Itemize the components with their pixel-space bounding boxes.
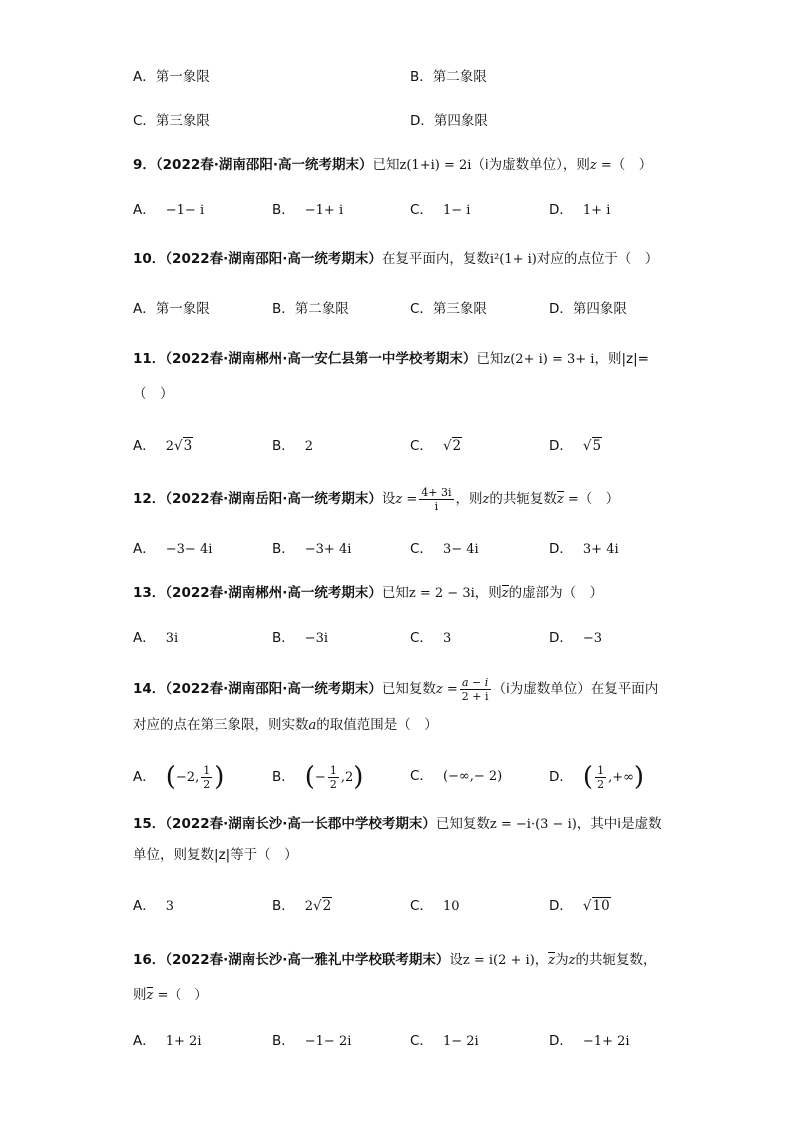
radicand: 10: [592, 898, 610, 914]
stem-text: 的共轭复数: [489, 491, 557, 507]
option-value: −3− 4i: [165, 542, 213, 557]
q16-stem: [133, 951, 657, 970]
q16-stem-line2: [133, 986, 207, 1005]
right-paren: ): [214, 762, 225, 792]
q14-option-b: [272, 762, 363, 793]
q11-option-d: [549, 436, 602, 456]
option-letter: A．: [133, 1033, 156, 1049]
option-value: −3+ 4i: [304, 542, 352, 557]
stem-text: （ ）: [611, 157, 653, 173]
q9-option-c: [410, 200, 470, 221]
denominator: 2 + i: [461, 689, 489, 703]
q15-option-c: [410, 896, 459, 917]
conjugate-z: z: [548, 953, 556, 968]
option-letter: C．: [410, 898, 433, 914]
numerator: a − i: [460, 676, 491, 690]
option-letter: D．: [549, 1033, 573, 1049]
option-letter: C．: [410, 541, 433, 557]
question-number: 11．: [133, 351, 166, 367]
stem-text: ，则: [455, 491, 483, 507]
option-value: 1− i: [442, 203, 471, 218]
option-value: −1− i: [165, 203, 205, 218]
option-value: 3− 4i: [442, 542, 479, 557]
math-expression: z(2+ i) = 3+ i: [503, 352, 595, 367]
option-value: 3: [165, 899, 175, 914]
stem-text: 已知复数: [435, 816, 490, 832]
math-expression: z(1+i) = 2i: [399, 158, 472, 173]
sqrt: √3: [174, 438, 193, 454]
q14-option-d: [549, 762, 644, 793]
q11-stem: [133, 350, 649, 369]
radicand: 2: [452, 438, 462, 454]
question-number: 14．: [133, 681, 166, 697]
q8-option-c: C．第三象限: [133, 113, 210, 129]
q15-option-b: [272, 896, 332, 917]
q14-stem: [133, 672, 658, 707]
q11-option-b: [272, 436, 313, 457]
option-value: ,2: [340, 770, 354, 785]
option-value: 1+ 2i: [165, 1034, 202, 1049]
option-letter: C．: [410, 768, 433, 784]
numerator: 4+ 3i: [421, 485, 452, 499]
q12-option-a: [133, 539, 212, 560]
question-number: 15．: [133, 816, 166, 832]
q8-option-a: A．第一象限: [133, 69, 210, 85]
q8-option-b: B．第二象限: [410, 69, 487, 85]
left-paren: (: [582, 762, 594, 792]
fraction: [328, 764, 339, 791]
option-letter: D．: [549, 630, 573, 646]
question-source: （2022春·湖南邵阳·高一统考期末）: [155, 157, 373, 173]
q15-option-d: [549, 896, 611, 916]
option-value: −1− 2i: [304, 1034, 352, 1049]
option-letter: A．: [133, 769, 156, 785]
math-expression: i²(1+ i): [489, 252, 537, 267]
denominator: 2: [203, 777, 211, 791]
option-value: 10: [442, 899, 460, 914]
sqrt: √2: [313, 898, 332, 914]
q13-option-b: [272, 628, 328, 649]
option-letter: B．: [272, 630, 295, 646]
option-value: −1+ 2i: [582, 1034, 630, 1049]
stem-text: 的共轭复数，: [575, 952, 657, 968]
math-variable: a: [308, 718, 317, 733]
q12-option-d: [549, 539, 619, 560]
q13-stem: [133, 584, 603, 603]
option-letter: D．: [549, 769, 573, 785]
option-letter: C．: [410, 438, 433, 454]
q10-stem: [133, 250, 658, 269]
stem-text: 已知: [372, 157, 400, 173]
option-value: −3: [582, 631, 603, 646]
option-letter: A．: [133, 898, 156, 914]
q15-option-a: [133, 896, 174, 917]
conjugate-z: z: [556, 492, 564, 507]
option-letter: B．: [272, 769, 295, 785]
option-letter: D．: [549, 438, 573, 454]
option-letter: A．: [133, 541, 156, 557]
option-value: −: [314, 770, 326, 785]
math-expression: z = i(2 + i): [462, 953, 535, 968]
math-expression: z =: [435, 682, 458, 697]
fraction: [201, 764, 212, 791]
stem-text: 在复平面内，复数: [381, 251, 490, 267]
q13-option-c: [410, 628, 451, 649]
option-value: −1+ i: [304, 203, 344, 218]
sqrt: √2: [442, 438, 462, 454]
q11-stem-line2: （ ）: [133, 386, 174, 402]
q9-option-a: [133, 200, 204, 221]
sqrt: √10: [582, 898, 610, 914]
fraction: [595, 764, 606, 791]
question-number: 16．: [133, 952, 166, 968]
stem-text: ，则: [474, 585, 502, 601]
left-paren: (: [304, 762, 315, 792]
question-source: （2022春·湖南邵阳·高一统考期末）: [165, 251, 382, 267]
option-value: 2: [165, 439, 175, 454]
stem-text: 对应的点位于（ ）: [536, 251, 659, 267]
fraction: [460, 676, 491, 703]
stem-text: 对应的点在第三象限，则实数: [133, 717, 309, 733]
q14-option-c: [410, 766, 502, 787]
stem-text: ，则|z|=: [594, 351, 649, 367]
q15-stem: [133, 815, 662, 834]
question-source: （2022春·湖南郴州·高一统考期末）: [165, 585, 382, 601]
option-value: 3: [442, 631, 452, 646]
q16-option-b: [272, 1031, 351, 1052]
conjugate-z: z: [146, 988, 154, 1003]
numerator: 1: [329, 763, 337, 777]
q12-option-c: [410, 539, 479, 560]
option-letter: A．: [133, 630, 156, 646]
numerator: 1: [203, 763, 211, 777]
stem-text: （ ）: [578, 491, 620, 507]
conjugate-z: z: [501, 586, 509, 601]
question-number: 10．: [133, 251, 166, 267]
option-letter: B．: [272, 1033, 295, 1049]
option-value: 3+ 4i: [582, 542, 619, 557]
q16-option-c: [410, 1031, 479, 1052]
stem-text: 为: [555, 952, 569, 968]
option-letter: B．: [272, 898, 295, 914]
option-letter: A．: [133, 438, 156, 454]
question-source: （2022春·湖南邵阳·高一统考期末）: [165, 681, 382, 697]
math-expression: z = −i·(3 − i): [489, 817, 577, 832]
question-number: 13．: [133, 585, 166, 601]
q9-option-d: [549, 200, 610, 221]
option-value: −3i: [304, 631, 329, 646]
q13-option-a: [133, 628, 178, 649]
fraction: [419, 486, 453, 513]
q15-stem-line2: 单位，则复数|z|等于（ ）: [133, 847, 298, 863]
q13-option-d: [549, 628, 602, 649]
q10-option-c: C．第三象限: [410, 301, 487, 317]
option-letter: B．: [272, 541, 295, 557]
math-variable: z: [568, 953, 576, 968]
q11-option-a: [133, 436, 193, 457]
question-number: 12．: [133, 491, 166, 507]
math-expression: z =: [589, 158, 612, 173]
q9-option-b: [272, 200, 343, 221]
denominator: i: [434, 499, 439, 513]
option-value: ,+∞: [608, 770, 634, 785]
option-letter: C．: [410, 630, 433, 646]
q8-option-d: D．第四象限: [410, 113, 488, 129]
right-paren: ): [353, 762, 364, 792]
stem-text: 设: [449, 952, 463, 968]
q10-option-b: B．第二象限: [272, 301, 349, 317]
denominator: 2: [597, 777, 605, 791]
option-letter: D．: [549, 898, 573, 914]
numerator: 1: [597, 763, 605, 777]
denominator: 2: [329, 777, 337, 791]
q9-stem: [133, 156, 652, 175]
question-number: 9．: [133, 157, 156, 173]
stem-text: =（ ）: [153, 988, 208, 1003]
option-letter: B．: [272, 202, 295, 218]
option-letter: C．: [410, 1033, 433, 1049]
stem-text: 的取值范围是（ ）: [316, 717, 438, 733]
question-source: （2022春·湖南长沙·高一雅礼中学校联考期末）: [165, 952, 450, 968]
stem-text: 已知复数: [381, 681, 436, 697]
q16-option-d: [549, 1031, 630, 1052]
stem-text: 则: [133, 987, 147, 1003]
stem-text: 设: [381, 491, 396, 507]
q14-stem-line2: [133, 716, 438, 735]
q12-stem: [133, 482, 619, 517]
question-source: （2022春·湖南郴州·高一安仁县第一中学校考期末）: [165, 351, 477, 367]
option-value: 2: [304, 899, 314, 914]
left-paren: (: [165, 762, 176, 792]
option-letter: D．: [549, 202, 573, 218]
option-value: 1+ i: [582, 203, 611, 218]
stem-text: 的虚部为（ ）: [508, 585, 604, 601]
question-source: （2022春·湖南长沙·高一长郡中学校考期末）: [165, 816, 436, 832]
option-value: 1− 2i: [442, 1034, 479, 1049]
sqrt: √5: [582, 438, 602, 454]
option-value: −2,: [175, 770, 200, 785]
stem-text: （i为虚数单位），则: [471, 157, 590, 173]
stem-text: 已知: [381, 585, 409, 601]
q10-option-d: D．第四象限: [549, 301, 627, 317]
option-letter: A．: [133, 202, 156, 218]
option-letter: C．: [410, 202, 433, 218]
stem-text: ，: [534, 952, 549, 968]
option-value: (−∞,− 2): [442, 769, 503, 784]
right-paren: ): [633, 762, 645, 792]
math-expression: =: [563, 492, 579, 507]
radicand: 2: [322, 898, 332, 914]
q16-option-a: [133, 1031, 201, 1052]
q10-option-a: A．第一象限: [133, 301, 210, 317]
option-letter: B．: [272, 438, 295, 454]
option-value: 2: [304, 439, 314, 454]
q14-option-a: [133, 762, 224, 793]
math-expression: z =: [395, 492, 418, 507]
option-letter: D．: [549, 541, 573, 557]
math-expression: z = 2 − 3i: [408, 586, 475, 601]
question-source: （2022春·湖南岳阳·高一统考期末）: [165, 491, 382, 507]
stem-text: ，其中i是虚数: [576, 816, 662, 832]
q12-option-b: [272, 539, 351, 560]
radicand: 3: [183, 438, 193, 454]
radicand: 5: [592, 438, 602, 454]
math-variable: z: [482, 492, 490, 507]
stem-text: 已知: [476, 351, 504, 367]
stem-text: （i为虚数单位）在复平面内: [492, 681, 659, 697]
q11-option-c: [410, 436, 462, 456]
option-value: 3i: [165, 631, 179, 646]
